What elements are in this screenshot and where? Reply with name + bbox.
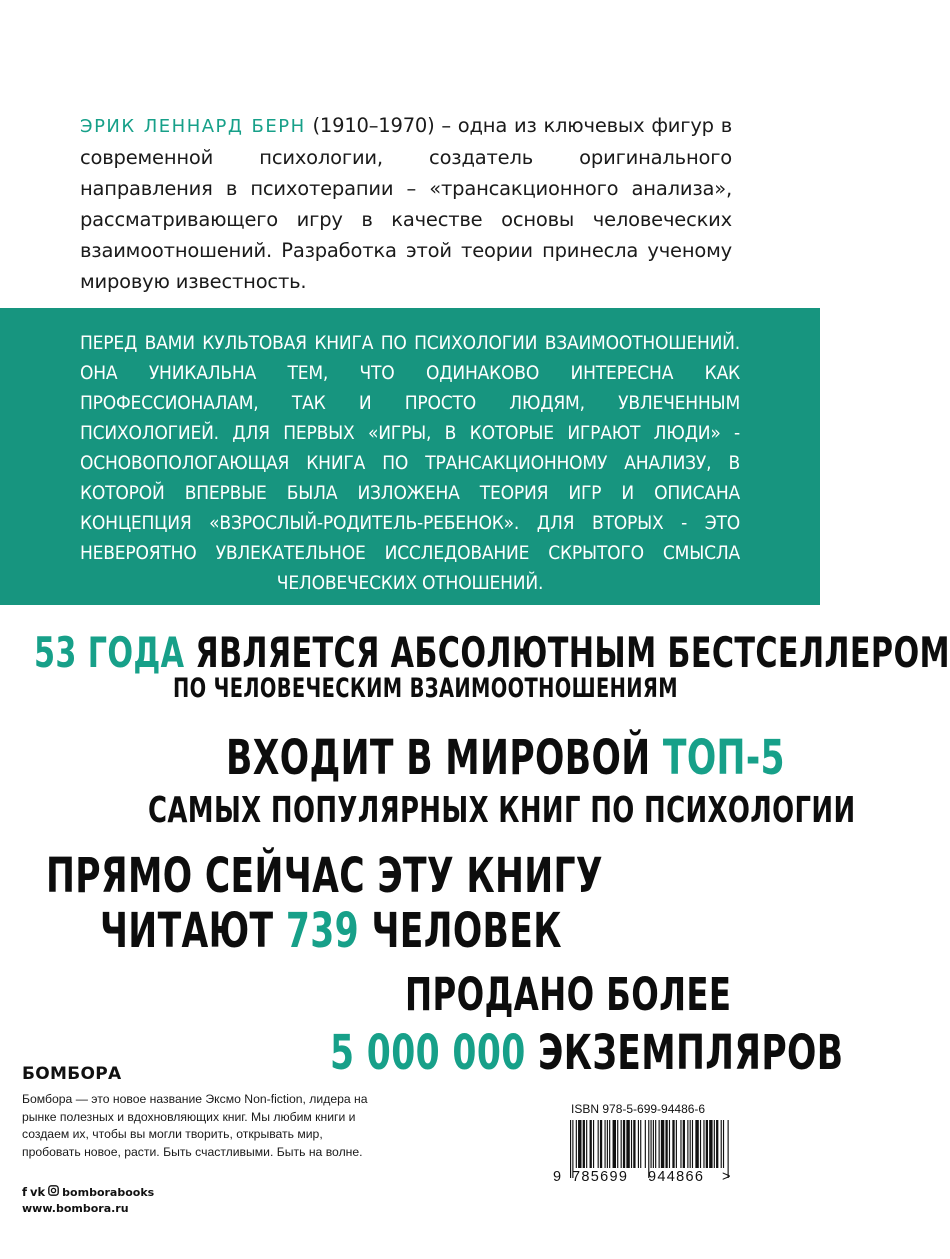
claim-sold: ПРОДАНО БОЛЕЕ <box>405 968 732 1021</box>
claim-sold-suffix: ЭКЗЕМПЛЯРОВ <box>538 1025 844 1081</box>
barcode-bar <box>578 1120 581 1168</box>
barcode-digits-left: 785699 <box>572 1169 629 1185</box>
barcode-bar <box>661 1120 664 1168</box>
barcode-bar <box>703 1120 704 1168</box>
barcode-bar <box>613 1120 616 1168</box>
claim-readers: ПРЯМО СЕЙЧАС ЭТУ КНИГУ <box>46 848 603 904</box>
claim-bestseller-text: ЯВЛЯЕТСЯ АБСОЛЮТНЫМ БЕСТСЕЛЛЕРОМ <box>195 628 950 677</box>
barcode-bar <box>586 1120 587 1168</box>
publisher-website[interactable]: www.bombora.ru <box>22 1202 129 1215</box>
author-bio <box>80 110 732 297</box>
barcode-bar <box>700 1120 701 1168</box>
barcode-arrow: > <box>722 1169 731 1185</box>
barcode-bar <box>669 1120 670 1168</box>
barcode-bar <box>617 1120 618 1168</box>
barcode-bar <box>723 1120 724 1168</box>
facebook-icon[interactable]: f <box>22 1185 28 1199</box>
barcode-bar <box>598 1120 599 1168</box>
barcode-bar <box>709 1120 712 1168</box>
barcode-bar <box>626 1120 629 1168</box>
barcode-bar <box>623 1120 625 1168</box>
barcode-bar <box>680 1120 681 1168</box>
barcode-bar <box>692 1120 693 1168</box>
barcode-bar <box>721 1120 722 1168</box>
barcode-bar <box>683 1120 685 1168</box>
barcode-bar <box>600 1120 602 1168</box>
barcode-bar <box>638 1120 639 1168</box>
barcode-bar <box>651 1120 652 1168</box>
claim-sold-number: 5 000 000 <box>330 1025 526 1081</box>
barcode-bar <box>605 1120 606 1168</box>
barcode-bar <box>672 1120 674 1168</box>
claim-readers-number: 739 <box>285 903 360 959</box>
barcode-bar <box>576 1120 577 1168</box>
barcode-bar <box>633 1120 635 1168</box>
isbn-text: ISBN 978-5-699-94486-6 <box>571 1102 706 1116</box>
barcode-bar <box>640 1120 641 1168</box>
claim-readers-prefix: ЧИТАЮТ <box>100 903 274 959</box>
barcode-bar <box>655 1120 656 1168</box>
instagram-icon[interactable] <box>48 1185 59 1199</box>
author-name: ЭРИК ЛЕННАРД БЕРН <box>80 116 306 137</box>
barcode-bar <box>621 1120 622 1168</box>
barcode-bar <box>609 1120 610 1168</box>
publisher-logo: БОМБОРА <box>22 1064 122 1084</box>
claim-sold-count <box>330 1025 843 1081</box>
barcode-digit-first: 9 <box>553 1169 562 1185</box>
barcode-bar <box>583 1120 585 1168</box>
barcode-bar <box>607 1120 608 1168</box>
publisher-blurb: Бомбора — это новое название Эксмо Non-fiction, лидера на рынке полезных и вдохновляющих книг. Мы любим книги и создаем их, чтобы вы могли творить, открывать мир, пробовать новое, расти. Быть счастливыми. Быть на волне. <box>22 1092 368 1159</box>
claim-readers-suffix: ЧЕЛОВЕК <box>371 903 562 959</box>
barcode-bar <box>631 1120 632 1168</box>
claim-bestseller-sub: ПО ЧЕЛОВЕЧЕСКИМ ВЗАИМООТНОШЕНИЯМ <box>173 673 678 704</box>
claim-bestseller <box>34 628 950 677</box>
barcode-bar <box>570 1120 571 1178</box>
barcode-bar <box>590 1120 592 1168</box>
barcode-bar <box>690 1120 691 1168</box>
barcode-bar <box>695 1120 698 1168</box>
social-handle[interactable]: bomborabooks <box>62 1185 155 1199</box>
barcode-bar <box>659 1120 660 1168</box>
barcode-bar <box>645 1120 646 1168</box>
description-text: ПЕРЕД ВАМИ КУЛЬТОВАЯ КНИГА ПО ПСИХОЛОГИИ ВЗАИМООТНОШЕНИЙ. ОНА УНИКАЛЬНА ТЕМ, ЧТО ОДИНАКОВО ИНТЕРЕСНА КАК ПРОФЕССИОНАЛАМ, ТАК И ПРОСТО ЛЮДЯМ, УВЛЕЧЕННЫМ ПСИХОЛОГИЕЙ. ДЛЯ ПЕРВЫХ «ИГРЫ, В КОТОРЫЕ ИГРАЮТ ЛЮДИ» - ОСНОВОПОЛОГАЮЩАЯ КНИГА ПО ТРАНСАКЦИОННОМУ АНАЛИЗУ, В КОТОРОЙ ВПЕРВЫЕ БЫЛА ИЗЛОЖЕНА ТЕОРИЯ ИГР И ОПИСАНА КОНЦЕПЦИЯ «ВЗРОСЛЫЙ-РОДИТЕЛЬ-РЕБЕНОК». ДЛЯ ВТОРЫХ - ЭТО НЕВЕРОЯТНО УВЛЕКАТЕЛЬНОЕ ИССЛЕДОВАНИЕ СКРЫТОГО СМЫСЛА ЧЕЛОВЕЧЕСКИХ ОТНОШЕНИЙ. <box>80 332 740 594</box>
author-bio-text: (1910–1970) – одна из ключевых фигур в современной психологии, создатель оригинального направления в психотерапии – «трансакционного анализа», рассматривающего игру в качестве основы человеческих взаимоотношений. Разработка этой теории принесла ученому мировую известность. <box>80 114 732 293</box>
claim-top5-sub: САМЫХ ПОПУЛЯРНЫХ КНИГ ПО ПСИХОЛОГИИ <box>148 790 856 831</box>
barcode-bar <box>593 1120 594 1168</box>
claim-years: 53 ГОДА <box>34 628 185 677</box>
barcode-digits-right: 944866 <box>648 1169 705 1185</box>
claim-readers-count <box>100 903 562 959</box>
barcode-bar <box>687 1120 688 1168</box>
barcode-bar <box>716 1120 718 1168</box>
social-links <box>22 1185 154 1199</box>
claim-top5 <box>226 730 785 786</box>
barcode-bar <box>676 1120 677 1168</box>
claim-top5-rank: ТОП-5 <box>662 730 785 786</box>
barcode-bar <box>665 1120 667 1168</box>
barcode-bar <box>714 1120 715 1168</box>
claim-top5-text: ВХОДИТ В МИРОВОЙ <box>226 730 651 786</box>
barcode-bar <box>653 1120 654 1168</box>
vk-icon[interactable]: vk <box>30 1185 46 1199</box>
barcode-bar <box>706 1120 708 1168</box>
